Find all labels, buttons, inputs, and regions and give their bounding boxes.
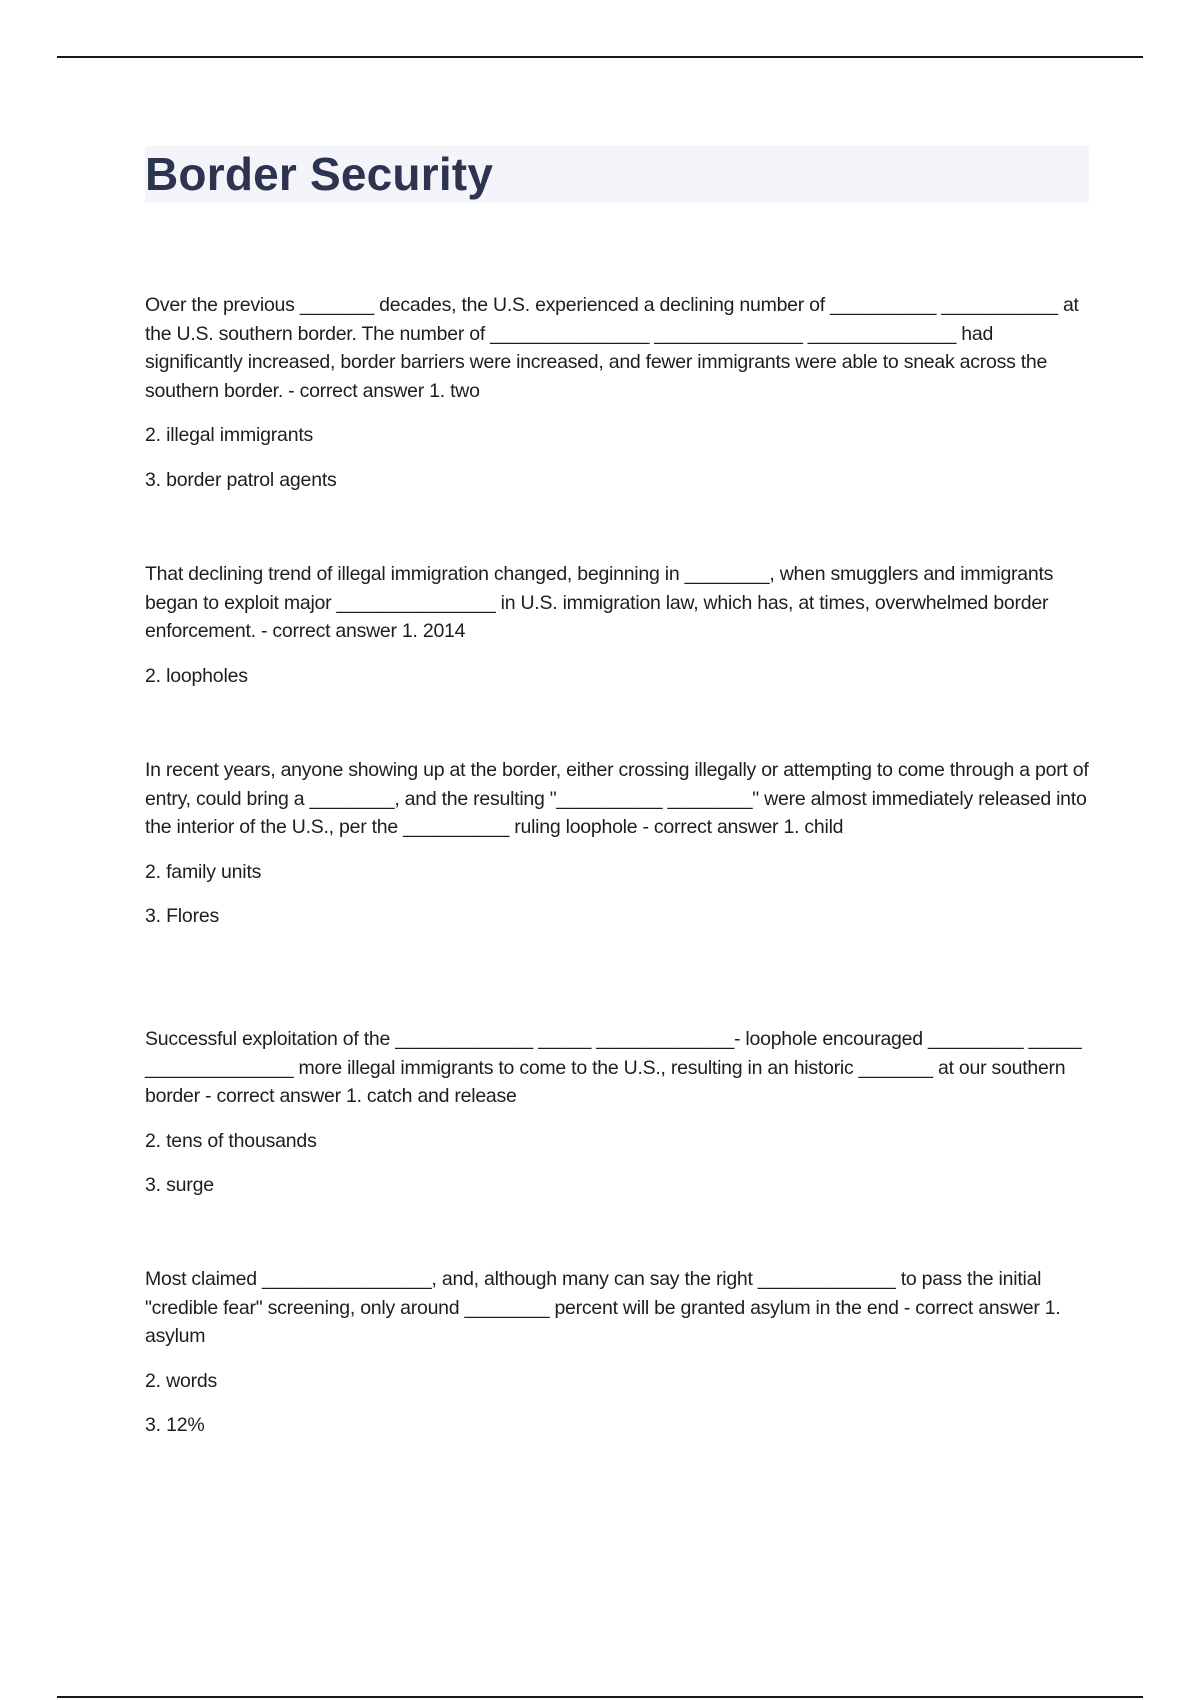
answer-item: 2. words bbox=[145, 1369, 218, 1392]
answer-item: 2. family units bbox=[145, 860, 262, 883]
qa-card-2 bbox=[145, 560, 1091, 690]
answer-item: 2. tens of thousands bbox=[145, 1129, 317, 1152]
question-text: Successful exploitation of the _____________ _____ _____________- loophole encouraged _________ _____ ______________ more illegal immigrants to come to the U.S., resulting in an historic _______ at our southern border - correct answer 1. catch and release bbox=[145, 1028, 1082, 1107]
answer-item: 3. Flores bbox=[145, 905, 220, 927]
qa-card-4 bbox=[145, 1025, 1091, 1200]
question-text: In recent years, anyone showing up at the border, either crossing illegally or attempting to come through a port of entry, could bring a ________, and the resulting "__________ ________" were almost immediately released into the interior of the U.S., per the __________ ruling loophole - correct answer 1. child bbox=[145, 759, 1089, 838]
question-text: That declining trend of illegal immigration changed, beginning in ________, when smugglers and immigrants began to exploit major _______________ in U.S. immigration law, which has, at times, overwhelmed border enforcement. - correct answer 1. 2014 bbox=[145, 563, 1054, 642]
answer-item: 3. border patrol agents bbox=[145, 468, 337, 491]
answer-item: 3. 12% bbox=[145, 1414, 205, 1436]
top-rule bbox=[57, 56, 1143, 58]
qa-card-1 bbox=[145, 291, 1091, 494]
page-title: Border Security bbox=[145, 148, 494, 200]
answer-item: 2. illegal immigrants bbox=[145, 424, 314, 446]
question-text: Over the previous _______ decades, the U.S. experienced a declining number of __________ ___________ at the U.S. southern border. The number of _______________ ______________ ______________ had significantly increased, border barriers were increased, and fewer immigrants were able to sneak across the southern border. - correct answer 1. two bbox=[145, 294, 1079, 402]
qa-card-3 bbox=[145, 756, 1091, 931]
qa-card-5 bbox=[145, 1265, 1091, 1440]
question-text: Most claimed ________________, and, although many can say the right _____________ to pass the initial "credible fear" screening, only around ________ percent will be granted asylum in the end - correct answer 1. asylum bbox=[145, 1268, 1061, 1347]
answer-item: 3. surge bbox=[145, 1174, 214, 1196]
bottom-rule bbox=[57, 1696, 1143, 1698]
answer-item: 2. loopholes bbox=[145, 664, 248, 687]
